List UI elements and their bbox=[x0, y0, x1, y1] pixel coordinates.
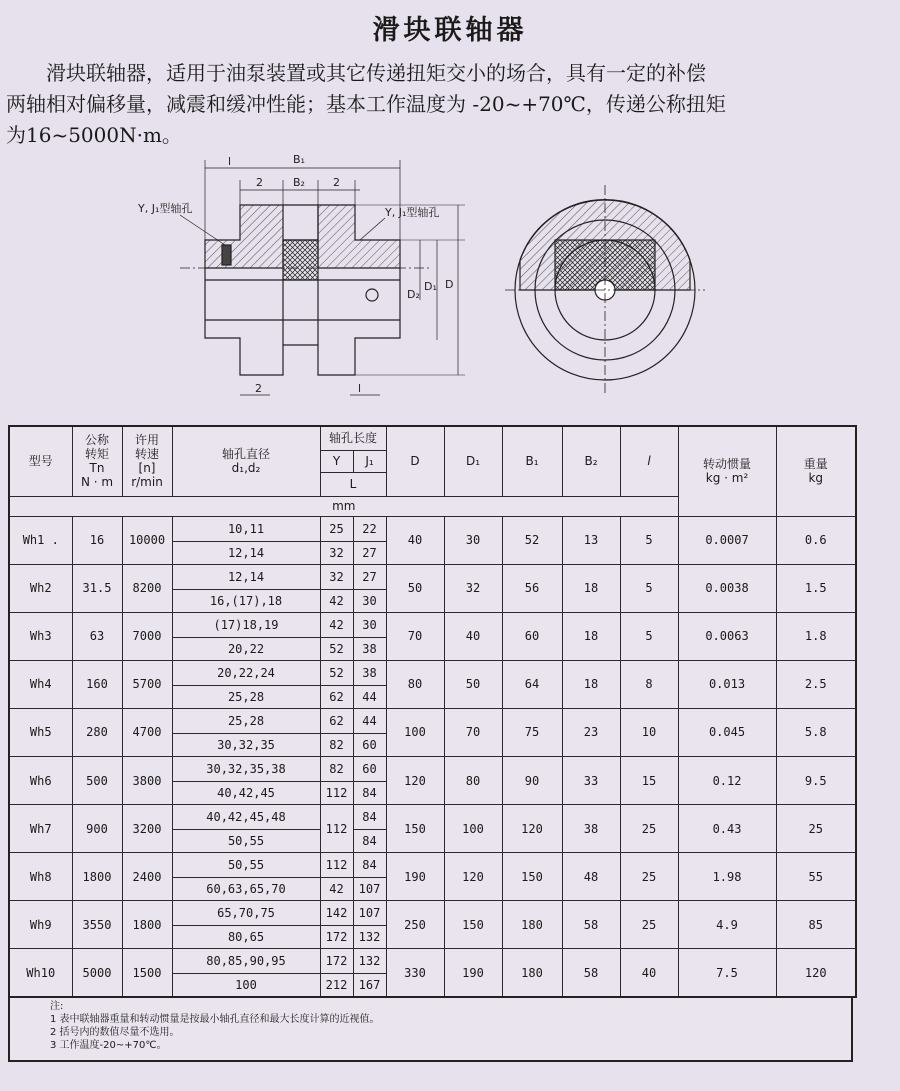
cell-d: 40 bbox=[386, 516, 444, 564]
cell-y: 32 bbox=[320, 541, 353, 564]
cell-y: 32 bbox=[320, 564, 353, 589]
intro-line: 为16~5000N·m。 bbox=[6, 123, 182, 147]
cell-bore-dia: 20,22 bbox=[172, 637, 320, 660]
cell-bore-dia: 16,(17),18 bbox=[172, 589, 320, 612]
dim-b2-label: B₂ bbox=[293, 176, 305, 189]
cell-model: Wh3 bbox=[9, 612, 72, 660]
note-item: 1 表中联轴器重量和转动惯量是按最小轴孔直径和最大长度计算的近视值。 bbox=[50, 1014, 380, 1025]
cell-bore-dia: 80,65 bbox=[172, 926, 320, 949]
note-item: 3 工作温度-20~+70℃。 bbox=[50, 1040, 167, 1051]
header-torque-line: 转矩 bbox=[84, 447, 109, 462]
cell-weight: 9.5 bbox=[776, 756, 856, 804]
header-speed-line: r/min bbox=[131, 475, 163, 490]
dim-l-bottom-label: l bbox=[358, 382, 362, 395]
cell-b1: 180 bbox=[502, 949, 562, 997]
header-torque-line: Tn bbox=[89, 461, 105, 476]
cell-speed: 1800 bbox=[122, 901, 172, 949]
dim-d2-label: D₂ bbox=[407, 288, 420, 301]
cell-speed: 2400 bbox=[122, 853, 172, 901]
dim-2-left-label: 2 bbox=[256, 176, 263, 189]
cell-l: 5 bbox=[620, 516, 678, 564]
cell-d: 250 bbox=[386, 901, 444, 949]
cell-model: Wh10 bbox=[9, 949, 72, 997]
cell-l: 15 bbox=[620, 756, 678, 804]
cell-b1: 56 bbox=[502, 564, 562, 612]
cell-model: Wh6 bbox=[9, 756, 72, 804]
cell-weight: 55 bbox=[776, 853, 856, 901]
cell-j1: 27 bbox=[353, 564, 386, 589]
cell-d: 330 bbox=[386, 949, 444, 997]
cell-torque: 16 bbox=[72, 516, 122, 564]
cell-b2: 48 bbox=[562, 853, 620, 901]
notes-heading: 注: bbox=[50, 1001, 64, 1012]
cell-bore-dia: 10,11 bbox=[172, 516, 320, 541]
cell-speed: 7000 bbox=[122, 612, 172, 660]
cell-j1: 60 bbox=[353, 733, 386, 756]
bore-left-label: Y, J₁型轴孔 bbox=[138, 202, 193, 215]
cell-y: 82 bbox=[320, 756, 353, 781]
bore-right-label: Y, J₁型轴孔 bbox=[385, 206, 440, 219]
cell-j1: 167 bbox=[353, 974, 386, 997]
cell-bore-dia: 25,28 bbox=[172, 685, 320, 708]
header-speed-line: 许用 bbox=[134, 433, 159, 448]
cell-y: 172 bbox=[320, 949, 353, 974]
cell-b1: 60 bbox=[502, 612, 562, 660]
cell-model: Wh2 bbox=[9, 564, 72, 612]
cell-weight: 5.8 bbox=[776, 708, 856, 756]
cell-bore-dia: 100 bbox=[172, 974, 320, 997]
cell-torque: 63 bbox=[72, 612, 122, 660]
cell-weight: 85 bbox=[776, 901, 856, 949]
cell-y: 42 bbox=[320, 589, 353, 612]
cell-d: 120 bbox=[386, 756, 444, 804]
header-model: 型号 bbox=[9, 426, 72, 496]
cell-torque: 1800 bbox=[72, 853, 122, 901]
table-row bbox=[9, 756, 856, 781]
side-view bbox=[180, 160, 465, 395]
intro-line: 滑块联轴器，适用于油泵装置或其它传递扭矩交小的场合，具有一定的补偿 bbox=[46, 61, 706, 85]
cell-l: 5 bbox=[620, 564, 678, 612]
cell-d1: 190 bbox=[444, 949, 502, 997]
cell-j1: 27 bbox=[353, 541, 386, 564]
cell-y: 25 bbox=[320, 516, 353, 541]
spec-table bbox=[8, 425, 857, 998]
cell-inertia: 0.43 bbox=[678, 805, 776, 853]
header-torque-line: 公称 bbox=[84, 433, 109, 448]
cell-y: 172 bbox=[320, 926, 353, 949]
cell-y: 42 bbox=[320, 878, 353, 901]
cell-d1: 30 bbox=[444, 516, 502, 564]
cell-l: 8 bbox=[620, 660, 678, 708]
cell-d: 80 bbox=[386, 660, 444, 708]
cell-model: Wh5 bbox=[9, 708, 72, 756]
header-inertia-line: kg · m² bbox=[705, 471, 749, 486]
dim-d-label: D bbox=[445, 278, 454, 291]
cell-bore-dia: 12,14 bbox=[172, 564, 320, 589]
cell-b2: 13 bbox=[562, 516, 620, 564]
cell-model: Wh4 bbox=[9, 660, 72, 708]
cell-b1: 52 bbox=[502, 516, 562, 564]
cell-bore-dia: 40,42,45,48 bbox=[172, 805, 320, 830]
notes bbox=[8, 998, 853, 1062]
cell-model: Wh7 bbox=[9, 805, 72, 853]
table-row bbox=[9, 901, 856, 926]
cell-bore-dia: 60,63,65,70 bbox=[172, 878, 320, 901]
cell-d1: 32 bbox=[444, 564, 502, 612]
cell-d1: 150 bbox=[444, 901, 502, 949]
table-row bbox=[9, 708, 856, 733]
cell-y: 112 bbox=[320, 805, 353, 853]
cell-y: 62 bbox=[320, 708, 353, 733]
cell-speed: 10000 bbox=[122, 516, 172, 564]
cell-b2: 18 bbox=[562, 612, 620, 660]
cell-b1: 90 bbox=[502, 756, 562, 804]
header-y: Y bbox=[320, 450, 353, 472]
cell-b2: 58 bbox=[562, 901, 620, 949]
cell-b2: 23 bbox=[562, 708, 620, 756]
cell-d1: 100 bbox=[444, 805, 502, 853]
cell-j1: 84 bbox=[353, 782, 386, 805]
cell-d: 70 bbox=[386, 612, 444, 660]
cell-weight: 0.6 bbox=[776, 516, 856, 564]
cell-j1: 84 bbox=[353, 853, 386, 878]
cell-d1: 80 bbox=[444, 756, 502, 804]
cell-d1: 70 bbox=[444, 708, 502, 756]
cell-b2: 58 bbox=[562, 949, 620, 997]
cell-d1: 50 bbox=[444, 660, 502, 708]
cell-l: 25 bbox=[620, 901, 678, 949]
cell-bore-dia: 25,28 bbox=[172, 708, 320, 733]
cell-l: 5 bbox=[620, 612, 678, 660]
dim-2-bottom-label: 2 bbox=[255, 382, 262, 395]
cell-y: 52 bbox=[320, 660, 353, 685]
cell-weight: 120 bbox=[776, 949, 856, 997]
cell-inertia: 1.98 bbox=[678, 853, 776, 901]
cell-l: 40 bbox=[620, 949, 678, 997]
cell-b2: 38 bbox=[562, 805, 620, 853]
cell-torque: 3550 bbox=[72, 901, 122, 949]
cell-j1: 107 bbox=[353, 878, 386, 901]
cell-speed: 4700 bbox=[122, 708, 172, 756]
header-inertia-line: 转动惯量 bbox=[703, 457, 752, 472]
header-weight bbox=[776, 426, 856, 516]
header-d: D bbox=[386, 426, 444, 496]
end-view bbox=[505, 185, 705, 395]
cell-b2: 18 bbox=[562, 564, 620, 612]
cell-l: 25 bbox=[620, 853, 678, 901]
cell-inertia: 0.013 bbox=[678, 660, 776, 708]
cell-speed: 8200 bbox=[122, 564, 172, 612]
cell-torque: 31.5 bbox=[72, 564, 122, 612]
cell-b2: 33 bbox=[562, 756, 620, 804]
note-item: 2 括号内的数值尽量不选用。 bbox=[50, 1027, 180, 1038]
header-bore-dia-line: 轴孔直径 bbox=[221, 447, 270, 462]
header-torque bbox=[72, 426, 122, 496]
cell-j1: 84 bbox=[353, 830, 386, 853]
dim-2-right-label: 2 bbox=[333, 176, 340, 189]
cell-torque: 900 bbox=[72, 805, 122, 853]
cell-y: 42 bbox=[320, 612, 353, 637]
cell-bore-dia: 50,55 bbox=[172, 830, 320, 853]
cell-b1: 150 bbox=[502, 853, 562, 901]
cell-speed: 3200 bbox=[122, 805, 172, 853]
page-title: 滑块联轴器 bbox=[372, 15, 528, 46]
cell-j1: 84 bbox=[353, 805, 386, 830]
cell-j1: 38 bbox=[353, 637, 386, 660]
cell-inertia: 7.5 bbox=[678, 949, 776, 997]
header-l-small: l bbox=[620, 426, 678, 496]
table-row bbox=[9, 805, 856, 830]
header-d1: D₁ bbox=[444, 426, 502, 496]
cell-y: 112 bbox=[320, 782, 353, 805]
cell-b1: 120 bbox=[502, 805, 562, 853]
dim-b1-label: B₁ bbox=[293, 153, 305, 166]
cell-b2: 18 bbox=[562, 660, 620, 708]
intro-line: 两轴相对偏移量，减震和缓冲性能；基本工作温度为 -20~+70℃，传递公称扭矩 bbox=[6, 92, 726, 116]
header-bore-len: 轴孔长度 bbox=[320, 426, 386, 450]
cell-j1: 107 bbox=[353, 901, 386, 926]
cell-bore-dia: 30,32,35,38 bbox=[172, 756, 320, 781]
header-mm-unit: mm bbox=[9, 496, 678, 516]
cell-inertia: 0.0063 bbox=[678, 612, 776, 660]
cell-j1: 44 bbox=[353, 708, 386, 733]
cell-speed: 3800 bbox=[122, 756, 172, 804]
cell-b1: 64 bbox=[502, 660, 562, 708]
cell-d: 150 bbox=[386, 805, 444, 853]
header-b2: B₂ bbox=[562, 426, 620, 496]
cell-y: 112 bbox=[320, 853, 353, 878]
cell-torque: 500 bbox=[72, 756, 122, 804]
cell-weight: 2.5 bbox=[776, 660, 856, 708]
cell-inertia: 0.0007 bbox=[678, 516, 776, 564]
cell-bore-dia: 65,70,75 bbox=[172, 901, 320, 926]
table-row bbox=[9, 949, 856, 974]
cell-torque: 280 bbox=[72, 708, 122, 756]
cell-model: Wh8 bbox=[9, 853, 72, 901]
cell-d1: 40 bbox=[444, 612, 502, 660]
cell-bore-dia: 12,14 bbox=[172, 541, 320, 564]
header-weight-line: 重量 bbox=[803, 457, 828, 472]
cell-d: 190 bbox=[386, 853, 444, 901]
cell-weight: 25 bbox=[776, 805, 856, 853]
cell-y: 212 bbox=[320, 974, 353, 997]
header-torque-line: N · m bbox=[80, 475, 114, 490]
dim-l-top-label: l bbox=[228, 155, 232, 168]
spec-table-body bbox=[9, 516, 856, 997]
cell-speed: 1500 bbox=[122, 949, 172, 997]
cell-j1: 60 bbox=[353, 756, 386, 781]
header-bore-dia bbox=[172, 426, 320, 496]
cell-bore-dia: 50,55 bbox=[172, 853, 320, 878]
cell-j1: 38 bbox=[353, 660, 386, 685]
cell-torque: 160 bbox=[72, 660, 122, 708]
cell-j1: 30 bbox=[353, 589, 386, 612]
cell-inertia: 0.0038 bbox=[678, 564, 776, 612]
table-row bbox=[9, 564, 856, 589]
cell-j1: 30 bbox=[353, 612, 386, 637]
cell-inertia: 0.12 bbox=[678, 756, 776, 804]
cell-j1: 132 bbox=[353, 926, 386, 949]
cell-bore-dia: 80,85,90,95 bbox=[172, 949, 320, 974]
cell-weight: 1.8 bbox=[776, 612, 856, 660]
cell-d1: 120 bbox=[444, 853, 502, 901]
cell-j1: 44 bbox=[353, 685, 386, 708]
cell-y: 82 bbox=[320, 733, 353, 756]
cell-b1: 75 bbox=[502, 708, 562, 756]
cell-d: 100 bbox=[386, 708, 444, 756]
cell-bore-dia: 30,32,35 bbox=[172, 733, 320, 756]
cell-speed: 5700 bbox=[122, 660, 172, 708]
cell-y: 142 bbox=[320, 901, 353, 926]
cell-bore-dia: 40,42,45 bbox=[172, 782, 320, 805]
header-speed-line: 转速 bbox=[134, 447, 159, 462]
cell-torque: 5000 bbox=[72, 949, 122, 997]
cell-d: 50 bbox=[386, 564, 444, 612]
cell-y: 52 bbox=[320, 637, 353, 660]
cell-bore-dia: 20,22,24 bbox=[172, 660, 320, 685]
header-speed-line: [n] bbox=[138, 461, 156, 476]
header-b1: B₁ bbox=[502, 426, 562, 496]
table-row bbox=[9, 612, 856, 637]
cell-bore-dia: (17)18,19 bbox=[172, 612, 320, 637]
cell-inertia: 4.9 bbox=[678, 901, 776, 949]
table-row bbox=[9, 516, 856, 541]
header-inertia bbox=[678, 426, 776, 516]
cell-l: 10 bbox=[620, 708, 678, 756]
cell-j1: 22 bbox=[353, 516, 386, 541]
cell-model: Wh9 bbox=[9, 901, 72, 949]
dim-d1-label: D₁ bbox=[424, 280, 437, 293]
cell-weight: 1.5 bbox=[776, 564, 856, 612]
coupling-drawing bbox=[0, 0, 900, 425]
table-row bbox=[9, 853, 856, 878]
cell-j1: 132 bbox=[353, 949, 386, 974]
cell-b1: 180 bbox=[502, 901, 562, 949]
header-weight-line: kg bbox=[808, 471, 824, 486]
cell-model: Wh1 . bbox=[9, 516, 72, 564]
cell-inertia: 0.045 bbox=[678, 708, 776, 756]
header-l-cap: L bbox=[320, 472, 386, 496]
header-bore-dia-line: d₁,d₂ bbox=[231, 461, 261, 476]
header-j1: J₁ bbox=[353, 450, 386, 472]
header-speed bbox=[122, 426, 172, 496]
cell-l: 25 bbox=[620, 805, 678, 853]
cell-y: 62 bbox=[320, 685, 353, 708]
table-row bbox=[9, 660, 856, 685]
